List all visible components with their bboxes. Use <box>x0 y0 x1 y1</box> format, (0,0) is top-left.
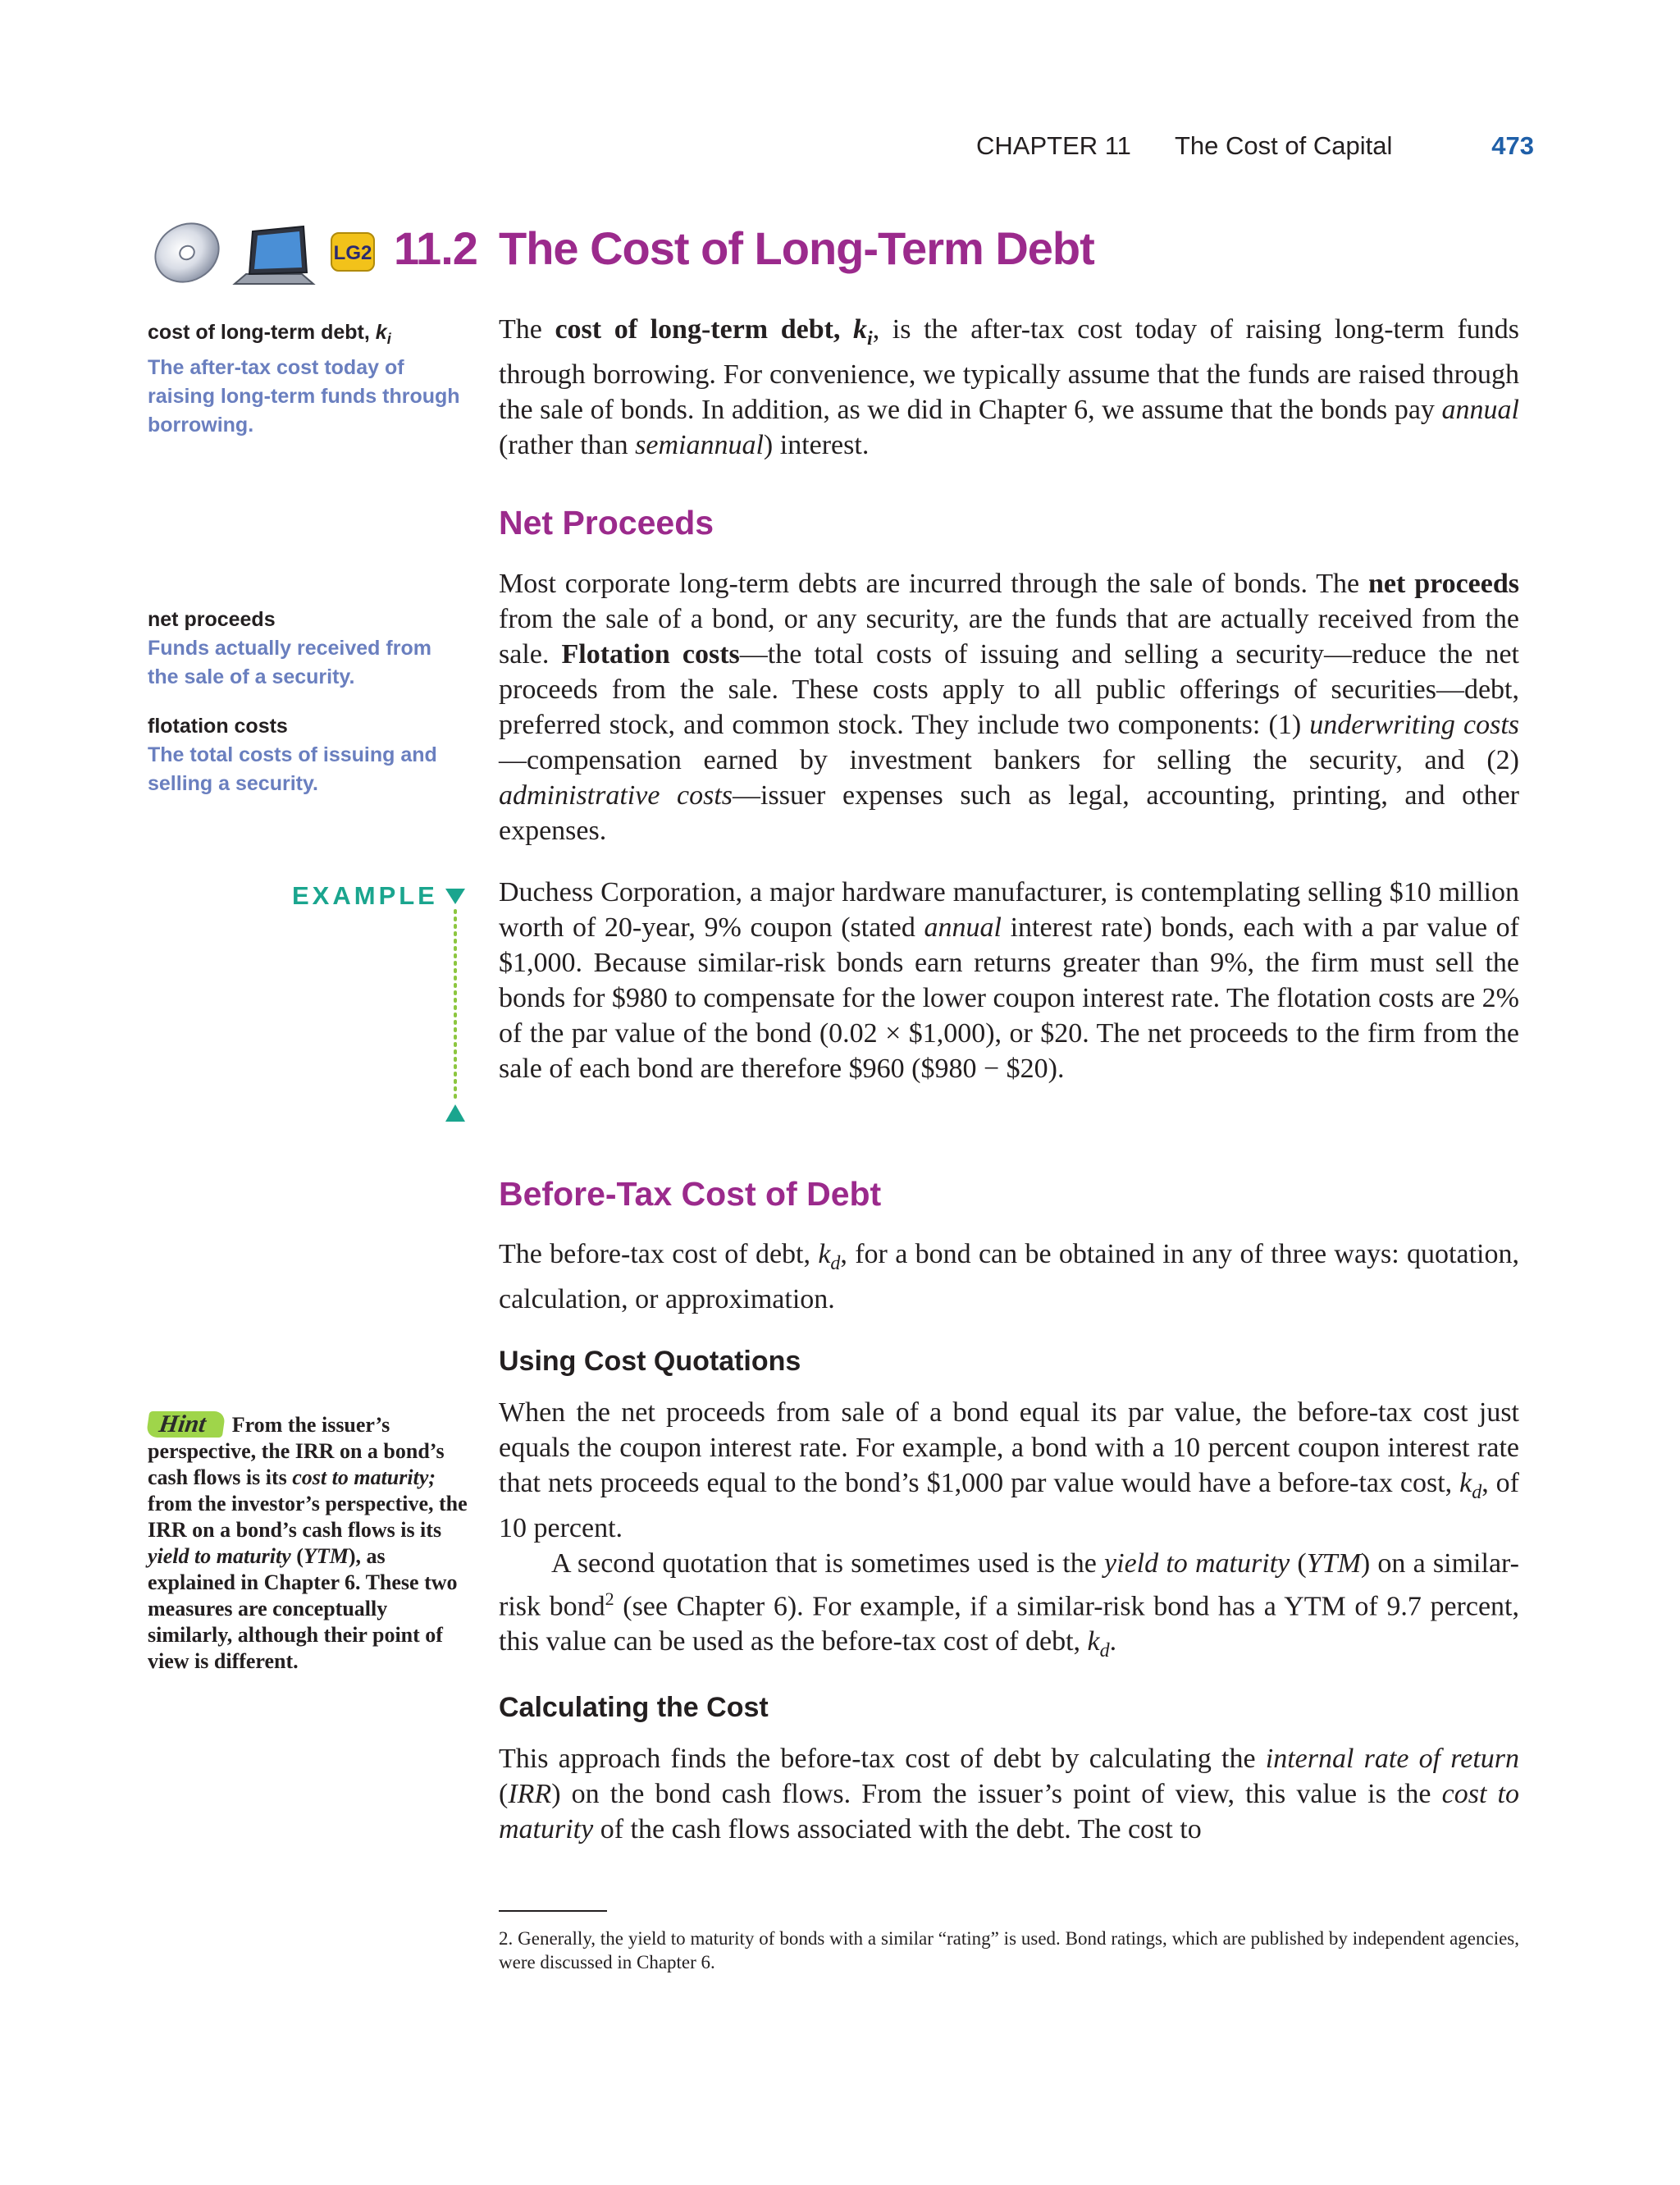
heading-net-proceeds: Net Proceeds <box>499 504 714 542</box>
quotations-paragraphs <box>499 1395 1519 1669</box>
before-tax-paragraph: The before-tax cost of debt, $k_d$, for a bond can be obtained in any of three ways: quotation, calculation, or approximation. <box>499 1239 1519 1314</box>
intro-paragraph: The cost of long-term debt, $k_i$, is the after-tax cost today of raising long-term funds through borrowing. For convenience, we typically assume that the funds are raised through the sale of bonds. In addition, as we did in Chapter 6, we assume that the bonds pay annual (rather than semiannual) interest. <box>499 314 1519 460</box>
net-proceeds-paragraph: Most corporate long-term debts are incurred through the sale of bonds. The net proceeds from the sale of a bond, or any security, are the funds that are actually received from the sale. Flotation costs—the total costs of issuing and selling a security—reduce the net proceeds from the sale. These costs apply to all public offerings of securities—debt, preferred stock, and common stock. They include two components: (1) underwriting costs—compensation earned by investment bankers for selling the security, and (2) administrative costs—issuer expenses such as legal, accounting, printing, and other expenses. <box>499 569 1520 846</box>
heading-calculating-the-cost: Calculating the Cost <box>499 1692 769 1723</box>
running-head-chapter: CHAPTER 11 <box>976 131 1131 160</box>
glossary-term: net proceeds <box>148 608 276 631</box>
lg-badge-label: LG2 <box>333 242 372 264</box>
section-icons <box>149 215 381 289</box>
glossary-definition: The after-tax cost today of raising long-term funds through borrowing. <box>148 356 460 437</box>
lg-badge <box>331 233 374 271</box>
footnote: 2. Generally, the yield to maturity of bonds with a similar “rating” is used. Bond ratings, which are published by independent agencies, were discussed in Chapter 6. <box>499 1928 1519 1972</box>
cd-icon <box>149 215 230 289</box>
hint-box: Hint From the issuer’s perspective, the IRR on a bond’s cash flows is its cost to maturity; from the investor’s perspective, the IRR on a bond’s cash flows is its yield to maturity (YTM), as explained in Chapter 6. These two measures are conceptually similarly, although their point of view is different. <box>148 1411 468 1675</box>
example-label: EXAMPLE <box>292 881 438 910</box>
heading-before-tax-cost: Before-Tax Cost of Debt <box>499 1175 882 1213</box>
section-title: The Cost of Long-Term Debt <box>499 222 1094 274</box>
page-number: 473 <box>1491 131 1534 160</box>
running-head <box>976 131 1534 169</box>
section-number: 11.2 <box>394 222 477 274</box>
glossary-term: flotation costs <box>148 715 288 738</box>
footnote-rule <box>499 1910 607 1912</box>
glossary-cost-of-long-term-debt <box>148 318 468 440</box>
hint-badge: Hint <box>146 1411 226 1438</box>
glossary-definition: Funds actually received from the sale of a security. <box>148 637 431 688</box>
glossary-net-proceeds <box>148 606 468 692</box>
example-end-arrow-icon <box>445 1104 465 1122</box>
quotations-paragraph-1: When the net proceeds from sale of a bond equal its par value, the before-tax cost just equals the coupon interest rate. For example, a bond with a 10 percent coupon interest rate that nets proceeds equal to the bond’s $1,000 par value would have a before-tax cost, $k_d$, of 10 percent. <box>499 1397 1519 1543</box>
heading-using-cost-quotations: Using Cost Quotations <box>499 1346 801 1377</box>
example-marker <box>443 886 468 1124</box>
calculating-paragraph: This approach finds the before-tax cost of debt by calculating the internal rate of return (IRR) on the bond cash flows. From the issuer’s point of view, this value is the cost to maturity of the cash flows associated with the debt. The cost to <box>499 1744 1520 1844</box>
glossary-definition: The total costs of issuing and selling a security. <box>148 743 437 795</box>
example-paragraph: Duchess Corporation, a major hardware manufacturer, is contemplating selling $10 million worth of 20-year, 9% coupon (stated annual interest rate) bonds, each with a par value of $1,000. Because similar-risk bonds earn returns greater than 9%, the firm must sell the bonds for $980 to compensate for the lower coupon interest rate. The flotation costs are 2% of the par value of the bond (0.02 × $1,000), or $20. The net proceeds to the firm from the sale of each bond are therefore $960 ($980 − $20). <box>499 877 1519 1084</box>
running-head-title: The Cost of Capital <box>1175 131 1393 160</box>
quotations-paragraph-2: A second quotation that is sometimes used is the yield to maturity (YTM) on a similar-risk bond$^2$ (see Chapter 6). For example, if a similar-risk bond has a YTM of 9.7 percent, this value can be used as the before-tax cost of debt, $k_d$. <box>499 1547 1520 1662</box>
example-start-arrow-icon <box>445 889 465 904</box>
glossary-term: cost of long-term debt, $k_i$ <box>148 321 391 347</box>
laptop-icon <box>235 226 313 284</box>
glossary-flotation-costs <box>148 712 468 798</box>
